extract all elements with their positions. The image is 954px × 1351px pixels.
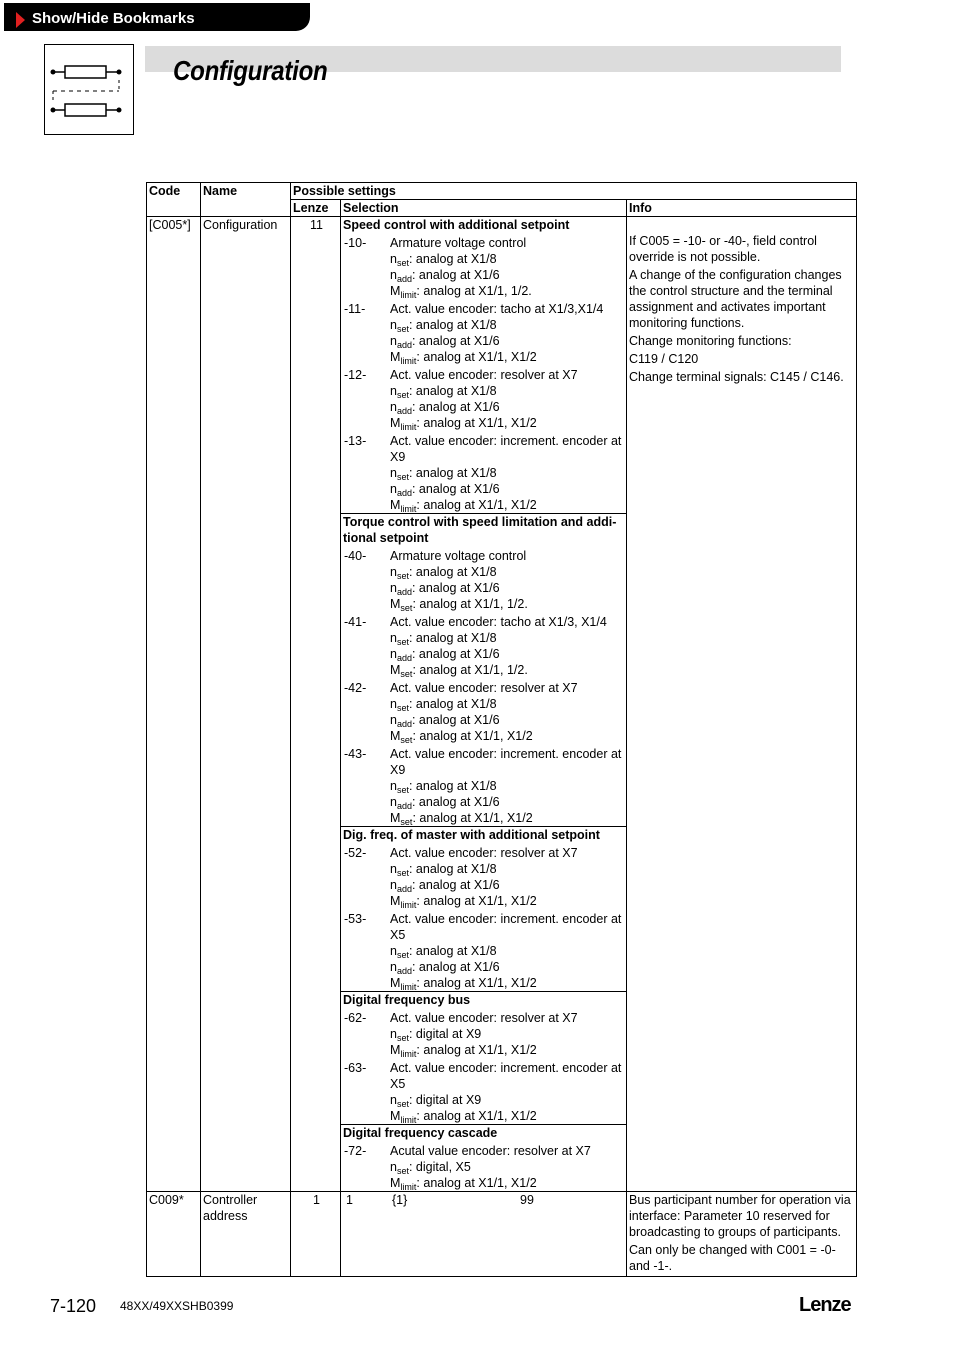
signal-text: : analog at X1/1, X1/2	[416, 1043, 537, 1057]
signal-subscript: add	[396, 719, 412, 729]
signal-text: : analog at X1/6	[411, 713, 500, 727]
entry-description: Act. value encoder: increment. encoder at X9	[390, 747, 622, 777]
max-value: 99	[520, 1193, 534, 1207]
signal-symbol: n	[390, 334, 397, 348]
signal-line	[390, 349, 626, 365]
list-item	[341, 433, 626, 513]
selection-cell	[341, 1192, 627, 1277]
table-row-c005	[147, 217, 857, 1192]
signal-line	[390, 712, 626, 728]
signal-symbol: n	[390, 252, 397, 266]
entry-description: Act. value encoder: resolver at X7	[390, 846, 578, 860]
min-value: 1	[346, 1193, 353, 1207]
signal-symbol: M	[390, 498, 401, 512]
signal-text: : analog at X1/6	[411, 268, 500, 282]
signal-subscript: limit	[400, 422, 417, 432]
signal-line	[390, 399, 626, 415]
signal-symbol: n	[390, 697, 397, 711]
signal-symbol: M	[390, 284, 401, 298]
signal-symbol: M	[390, 1043, 401, 1057]
signal-symbol: n	[390, 779, 397, 793]
list-item	[341, 911, 626, 991]
signal-subscript: set	[396, 472, 409, 482]
list-item	[341, 1060, 626, 1124]
signal-symbol: n	[390, 878, 397, 892]
entry-description: Act. value encoder: increment. encoder at X5	[390, 912, 622, 942]
entry-description: Act. value encoder: tacho at X1/3, X1/4	[390, 615, 607, 629]
signal-line	[390, 1108, 626, 1124]
signal-symbol: n	[390, 1093, 397, 1107]
selection-group	[341, 217, 626, 514]
signal-symbol: n	[390, 482, 397, 496]
signal-text: : analog at X1/1, 1/2.	[412, 663, 528, 677]
signal-subscript: set	[396, 703, 409, 713]
signal-subscript: set	[396, 785, 409, 795]
entry-code: -41-	[344, 615, 367, 629]
signal-subscript: add	[396, 587, 412, 597]
signal-line	[390, 383, 626, 399]
list-item	[341, 680, 626, 744]
signal-line	[390, 481, 626, 497]
signal-line	[390, 1092, 626, 1108]
signal-subscript: add	[396, 653, 412, 663]
signal-symbol: M	[390, 729, 401, 743]
signal-symbol: n	[390, 384, 397, 398]
info-paragraph: If C005 = -10- or -40-, field control override is not possible.	[629, 234, 817, 264]
entry-code: -40-	[344, 549, 367, 563]
signal-text: : analog at X1/8	[408, 631, 497, 645]
signal-subscript: limit	[400, 1049, 417, 1059]
signal-line	[390, 251, 626, 267]
entry-description: Act. value encoder: resolver at X7	[390, 368, 578, 382]
signal-line	[390, 943, 626, 959]
signal-subscript: set	[396, 1033, 409, 1043]
entry-lines	[390, 680, 626, 744]
selection-group	[341, 827, 626, 992]
signal-text: : analog at X1/8	[408, 779, 497, 793]
code-cell: C009*	[147, 1192, 201, 1277]
signal-line	[390, 415, 626, 431]
entry-description: Act. value encoder: increment. encoder at X9	[390, 434, 622, 464]
signal-subscript: limit	[400, 356, 417, 366]
signal-symbol: n	[390, 713, 397, 727]
signal-text: : analog at X1/6	[411, 647, 500, 661]
entry-lines	[390, 235, 626, 299]
signal-line	[390, 267, 626, 283]
header-name: Name	[201, 183, 291, 217]
info-cell	[627, 1192, 857, 1277]
signal-subscript: set	[396, 571, 409, 581]
signal-text: : analog at X1/8	[408, 384, 497, 398]
selection-group	[341, 992, 626, 1125]
signal-line	[390, 778, 626, 794]
signal-subscript: add	[396, 884, 412, 894]
list-item	[341, 235, 626, 299]
entry-description: Act. value encoder: increment. encoder at X5	[390, 1061, 622, 1091]
triangle-right-icon	[16, 12, 25, 28]
signal-line	[390, 580, 626, 596]
info-paragraph: Can only be changed with C001 = -0- and -1-.	[629, 1243, 836, 1273]
signal-subscript: set	[396, 258, 409, 268]
info-paragraph: Change monitoring functions:	[629, 334, 792, 348]
signal-subscript: add	[396, 274, 412, 284]
signal-subscript: add	[396, 488, 412, 498]
entry-code: -52-	[344, 846, 367, 860]
signal-symbol: M	[390, 811, 401, 825]
signal-symbol: M	[390, 416, 401, 430]
entry-code: -43-	[344, 747, 367, 761]
signal-subscript: limit	[400, 504, 417, 514]
signal-line	[390, 1159, 626, 1175]
signal-subscript: limit	[400, 1115, 417, 1125]
entry-code: -13-	[344, 434, 367, 448]
list-item	[341, 1143, 626, 1191]
signal-text: : analog at X1/1, 1/2.	[416, 284, 532, 298]
signal-symbol: M	[390, 597, 401, 611]
signal-subscript: set	[396, 637, 409, 647]
parameter-table	[146, 182, 857, 1277]
signal-subscript: set	[396, 1099, 409, 1109]
name-cell: Controller address	[201, 1192, 291, 1277]
signal-text: : analog at X1/6	[411, 960, 500, 974]
step-value: {1}	[392, 1193, 408, 1207]
info-paragraph: A change of the configuration changes the control structure and the terminal assignment and activates important monitoring functions.	[629, 268, 842, 330]
info-text	[629, 1192, 856, 1274]
signal-text: : analog at X1/8	[408, 466, 497, 480]
signal-text: : analog at X1/8	[408, 565, 497, 579]
entry-code: -53-	[344, 912, 367, 926]
signal-symbol: n	[390, 795, 397, 809]
entry-lines	[390, 845, 626, 909]
signal-text: : digital at X9	[408, 1093, 482, 1107]
signal-line	[390, 959, 626, 975]
signal-line	[390, 465, 626, 481]
signal-subscript: set	[400, 669, 413, 679]
list-item	[341, 301, 626, 365]
signal-symbol: M	[390, 350, 401, 364]
signal-symbol: n	[390, 647, 397, 661]
signal-subscript: limit	[400, 900, 417, 910]
selection-group	[341, 1125, 626, 1191]
signal-text: : analog at X1/1, X1/2	[416, 350, 537, 364]
entry-code: -11-	[344, 302, 366, 316]
signal-line	[390, 317, 626, 333]
signal-text: : analog at X1/8	[408, 944, 497, 958]
show-hide-bookmarks-button[interactable]	[4, 3, 310, 31]
info-paragraph: Bus participant number for operation via interface: Parameter 10 reserved for broadcasting to groups of participants.	[629, 1193, 851, 1239]
signal-subscript: set	[400, 603, 413, 613]
page-title: Configuration	[173, 55, 328, 86]
signal-symbol: M	[390, 663, 401, 677]
signal-symbol: n	[390, 581, 397, 595]
signal-symbol: n	[390, 944, 397, 958]
entry-code: -62-	[344, 1011, 367, 1025]
entry-lines	[390, 367, 626, 431]
header-row-1	[147, 183, 857, 200]
entry-description: Act. value encoder: resolver at X7	[390, 681, 578, 695]
list-item	[341, 367, 626, 431]
signal-symbol: n	[390, 565, 397, 579]
selection-groups	[341, 217, 626, 1191]
signal-text: : analog at X1/1, X1/2	[412, 811, 533, 825]
signal-text: : analog at X1/1, X1/2	[416, 1109, 537, 1123]
signal-text: : analog at X1/1, X1/2	[416, 894, 537, 908]
info-paragraph: C119 / C120	[629, 352, 699, 366]
info-text	[629, 233, 856, 385]
document-id: 48XX/49XXSHB0399	[120, 1299, 234, 1313]
info-cell	[627, 217, 857, 1192]
signal-line	[390, 975, 626, 991]
signal-line	[390, 283, 626, 299]
signal-subscript: set	[396, 950, 409, 960]
signal-subscript: limit	[400, 982, 417, 992]
selection-group-title: Digital frequency bus	[343, 993, 471, 1007]
list-item	[341, 548, 626, 612]
signal-text: : digital, X5	[408, 1160, 471, 1174]
signal-line	[390, 333, 626, 349]
entry-lines	[390, 301, 626, 365]
table-row-c009	[147, 1192, 857, 1277]
entry-lines	[390, 614, 626, 678]
header-code: Code	[147, 183, 201, 217]
signal-text: : analog at X1/6	[411, 581, 500, 595]
signal-text: : analog at X1/6	[411, 400, 500, 414]
selection-group	[341, 514, 626, 827]
signal-text: : analog at X1/1, 1/2.	[412, 597, 528, 611]
signal-symbol: n	[390, 466, 397, 480]
signal-subscript: add	[396, 801, 412, 811]
entry-lines	[390, 911, 626, 991]
signal-text: : analog at X1/6	[411, 795, 500, 809]
signal-line	[390, 646, 626, 662]
signal-line	[390, 596, 626, 612]
entry-lines	[390, 746, 626, 826]
signal-symbol: n	[390, 1160, 397, 1174]
list-item	[341, 845, 626, 909]
signal-symbol: n	[390, 1027, 397, 1041]
list-item	[341, 746, 626, 826]
name-cell: Configuration	[201, 217, 291, 1192]
signal-line	[390, 728, 626, 744]
entry-code: -12-	[344, 368, 367, 382]
signal-subscript: add	[396, 406, 412, 416]
selection-group-title: Dig. freq. of master with additional setpoint	[343, 828, 600, 842]
signal-symbol: M	[390, 1109, 401, 1123]
signal-subscript: add	[396, 966, 412, 976]
bookmarks-label: Show/Hide Bookmarks	[32, 10, 195, 27]
signal-text: : analog at X1/6	[411, 482, 500, 496]
page-number: 7-120	[50, 1296, 97, 1316]
entry-description: Armature voltage control	[390, 549, 527, 563]
signal-symbol: n	[390, 960, 397, 974]
signal-text: : analog at X1/1, X1/2	[416, 976, 537, 990]
signal-line	[390, 877, 626, 893]
signal-line	[390, 1042, 626, 1058]
entry-description: Act. value encoder: resolver at X7	[390, 1011, 578, 1025]
entry-lines	[390, 1060, 626, 1124]
signal-line	[390, 662, 626, 678]
signal-subscript: set	[396, 1166, 409, 1176]
list-item	[341, 614, 626, 678]
entry-description: Acutal value encoder: resolver at X7	[390, 1144, 591, 1158]
header-possible-settings: Possible settings	[291, 183, 857, 200]
signal-line	[390, 893, 626, 909]
signal-symbol: n	[390, 631, 397, 645]
signal-line	[390, 794, 626, 810]
signal-line	[390, 564, 626, 580]
signal-symbol: n	[390, 862, 397, 876]
signal-text: : analog at X1/1, X1/2	[416, 498, 537, 512]
selection-group-title: Digital frequency cascade	[343, 1126, 498, 1140]
signal-subscript: set	[400, 735, 413, 745]
signal-text: : analog at X1/6	[411, 878, 500, 892]
signal-line	[390, 1175, 626, 1191]
signal-subscript: set	[396, 324, 409, 334]
signal-text: : analog at X1/1, X1/2	[416, 1176, 537, 1190]
selection-group-title: Speed control with additional setpoint	[343, 218, 570, 232]
selection-cell	[341, 217, 627, 1192]
signal-subscript: limit	[400, 290, 417, 300]
signal-line	[390, 810, 626, 826]
signal-line	[390, 630, 626, 646]
signal-line	[390, 497, 626, 513]
signal-text: : analog at X1/8	[408, 318, 497, 332]
configuration-symbol-icon	[44, 44, 134, 135]
entry-lines	[390, 433, 626, 513]
lenze-cell: 11	[291, 217, 341, 1192]
entry-description: Act. value encoder: tacho at X1/3,X1/4	[390, 302, 604, 316]
entry-code: -42-	[344, 681, 367, 695]
signal-subscript: set	[396, 868, 409, 878]
signal-text: : analog at X1/1, X1/2	[412, 729, 533, 743]
signal-symbol: M	[390, 976, 401, 990]
signal-text: : analog at X1/1, X1/2	[416, 416, 537, 430]
header-selection: Selection	[341, 200, 627, 217]
lenze-cell: 1	[291, 1192, 341, 1277]
signal-symbol: n	[390, 400, 397, 414]
entry-lines	[390, 1143, 626, 1191]
signal-text: : analog at X1/8	[408, 862, 497, 876]
entry-code: -72-	[344, 1144, 367, 1158]
entry-lines	[390, 548, 626, 612]
code-cell: [C005*]	[147, 217, 201, 1192]
signal-symbol: n	[390, 268, 397, 282]
signal-text: : analog at X1/6	[411, 334, 500, 348]
signal-text: : analog at X1/8	[408, 697, 497, 711]
signal-symbol: n	[390, 318, 397, 332]
signal-text: : analog at X1/8	[408, 252, 497, 266]
entry-code: -10-	[344, 236, 367, 250]
signal-subscript: limit	[400, 1182, 417, 1192]
list-item	[341, 1010, 626, 1058]
signal-subscript: set	[400, 817, 413, 827]
signal-symbol: M	[390, 894, 401, 908]
entry-lines	[390, 1010, 626, 1058]
info-paragraph: Change terminal signals: C145 / C146.	[629, 370, 844, 384]
signal-line	[390, 861, 626, 877]
header-info: Info	[627, 200, 857, 217]
entry-code: -63-	[344, 1061, 367, 1075]
signal-subscript: add	[396, 340, 412, 350]
selection-group-title: Torque control with speed limitation and addi-tional setpoint	[343, 515, 617, 545]
signal-subscript: set	[396, 390, 409, 400]
brand-logo: Lenze	[799, 1294, 851, 1316]
entry-description: Armature voltage control	[390, 236, 527, 250]
signal-text: : digital at X9	[408, 1027, 482, 1041]
signal-line	[390, 1026, 626, 1042]
signal-symbol: M	[390, 1176, 401, 1190]
header-lenze: Lenze	[291, 200, 341, 217]
signal-line	[390, 696, 626, 712]
